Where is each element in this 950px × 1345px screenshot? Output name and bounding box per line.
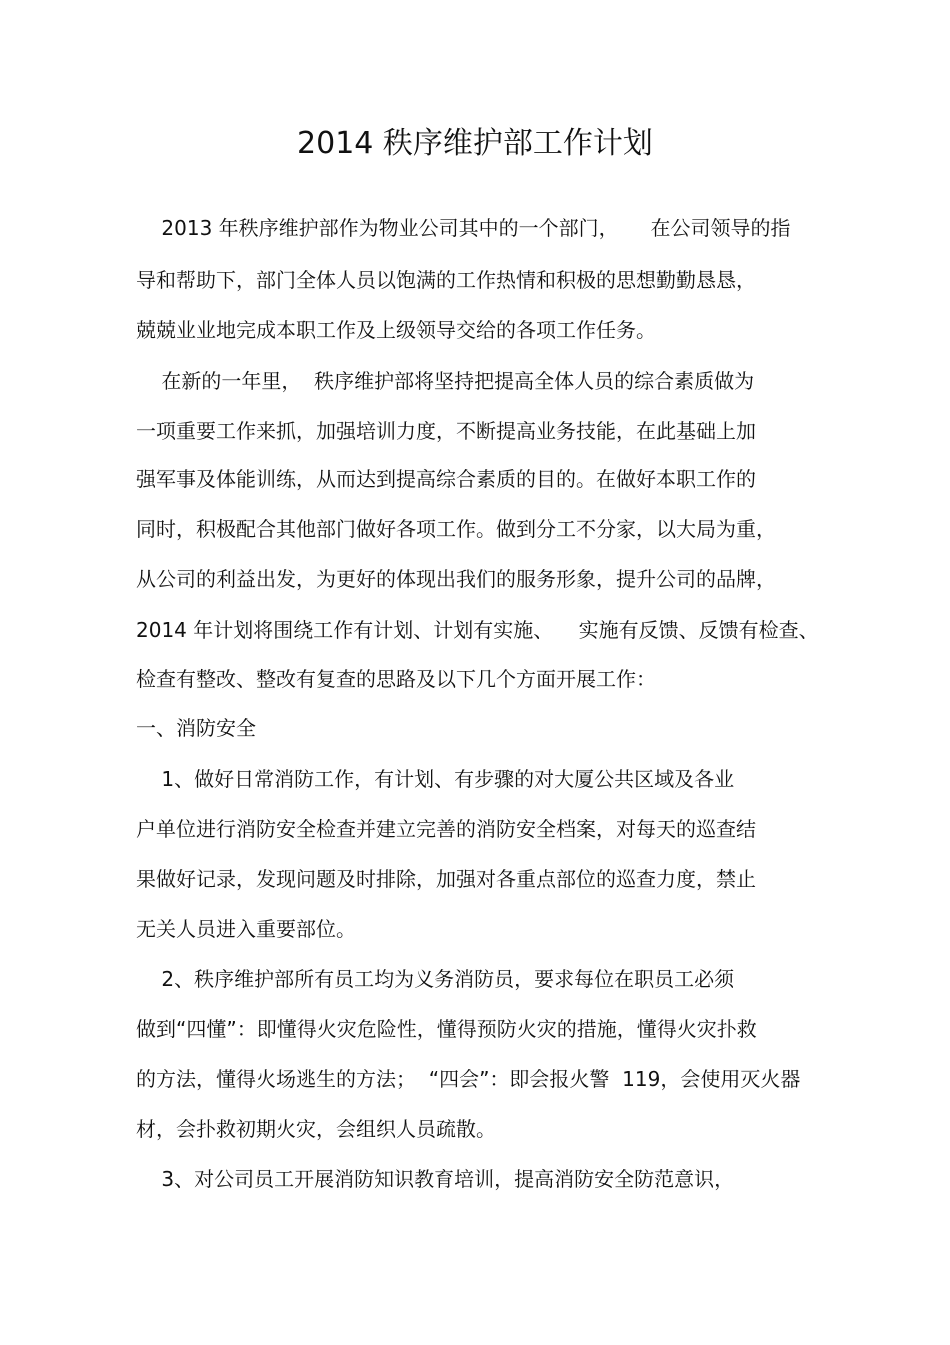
paragraph-line: 2013 年秩序维护部作为物业公司其中的一个部门， 在公司领导的指 — [136, 216, 791, 240]
paragraph-line: 无关人员进入重要部位。 — [136, 917, 356, 941]
paragraph-line: 同时，积极配合其他部门做好各项工作。做到分工不分家，以大局为重， — [136, 517, 776, 541]
paragraph-line: 一项重要工作来抓，加强培训力度，不断提高业务技能，在此基础上加 — [136, 419, 756, 443]
paragraph-line: 的方法，懂得火场逃生的方法； “四会”：即会报火警 119，会使用灭火器 — [136, 1067, 801, 1091]
paragraph-line: 导和帮助下，部门全体人员以饱满的工作热情和积极的思想勤勤恳恳， — [136, 268, 756, 292]
paragraph-line: 2、秩序维护部所有员工均为义务消防员，要求每位在职员工必须 — [136, 967, 735, 991]
paragraph-line: 2014 年计划将围绕工作有计划、计划有实施、 实施有反馈、反馈有检查、 — [136, 618, 819, 642]
paragraph-line: 从公司的利益出发，为更好的体现出我们的服务形象，提升公司的品牌， — [136, 567, 776, 591]
paragraph-line: 1、做好日常消防工作，有计划、有步骤的对大厦公共区域及各业 — [136, 767, 735, 791]
paragraph-line: 3、对公司员工开展消防知识教育培训，提高消防安全防范意识， — [136, 1167, 735, 1191]
paragraph-line: 在新的一年里， 秩序维护部将坚持把提高全体人员的综合素质做为 — [136, 369, 755, 393]
paragraph-line: 兢兢业业地完成本职工作及上级领导交给的各项工作任务。 — [136, 318, 656, 342]
section-heading: 一、消防安全 — [136, 716, 256, 740]
paragraph-line: 检查有整改、整改有复查的思路及以下几个方面开展工作： — [136, 667, 656, 691]
paragraph-line: 强军事及体能训练，从而达到提高综合素质的目的。在做好本职工作的 — [136, 467, 756, 491]
document-title: 2014 秩序维护部工作计划 — [297, 126, 653, 161]
paragraph-line: 户单位进行消防安全检查并建立完善的消防安全档案，对每天的巡查结 — [136, 817, 756, 841]
paragraph-line: 果做好记录，发现问题及时排除，加强对各重点部位的巡查力度，禁止 — [136, 867, 756, 891]
paragraph-line: 材，会扑救初期火灾，会组织人员疏散。 — [136, 1117, 496, 1141]
paragraph-line: 做到“四懂”：即懂得火灾危险性，懂得预防火灾的措施，懂得火灾扑救 — [136, 1017, 757, 1041]
